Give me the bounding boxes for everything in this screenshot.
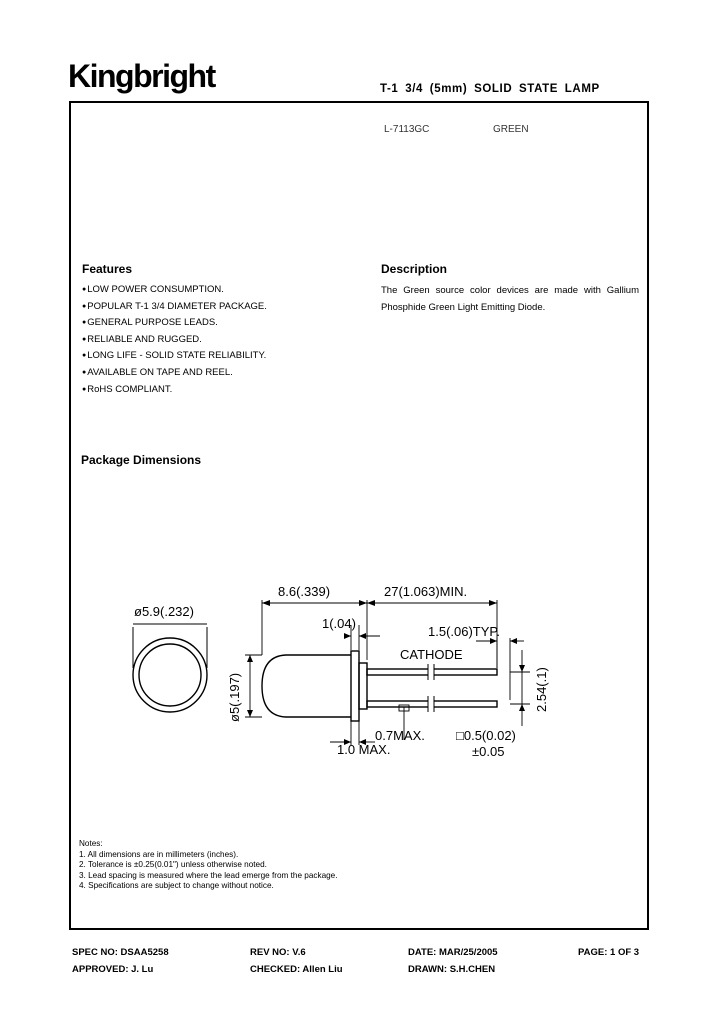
features-heading: Features [82, 262, 133, 276]
feature-item: ● GENERAL PURPOSE LEADS. [82, 315, 267, 332]
dim-lead-length: 27(1.063)MIN. [384, 584, 468, 599]
approved-by: APPROVED: J. Lu [72, 964, 154, 975]
checked-by: CHECKED: Allen Liu [250, 964, 343, 975]
package-dimensions-heading: Package Dimensions [81, 453, 202, 467]
cathode-label: CATHODE [400, 647, 463, 662]
lamp-top-view-inner-ring [139, 644, 201, 706]
notes-heading: Notes: [79, 839, 103, 848]
emitting-color: GREEN [493, 124, 529, 135]
feature-item: ● LONG LIFE - SOLID STATE RELIABILITY. [82, 348, 267, 365]
dim-lead-max: 0.7MAX. [375, 728, 425, 743]
description-text: The Green source color devices are made with Gallium Phosphide Green Light Emitting Diode. [381, 285, 639, 313]
dim-diameter-side: ø5(.197) [227, 672, 242, 722]
description-heading: Description [381, 262, 448, 276]
dim-flange-max: 1.0 MAX. [337, 742, 391, 757]
brand-logo: Kingbright [68, 58, 215, 94]
lamp-top-view-outer-ring [133, 638, 207, 712]
page-number: PAGE: 1 OF 3 [578, 947, 640, 958]
dim-lead-pitch: 2.54(.1) [534, 667, 549, 712]
revision-number: REV NO: V.6 [250, 947, 306, 958]
spec-number: SPEC NO: DSAA5258 [72, 947, 169, 958]
feature-item: ● POPULAR T-1 3/4 DIAMETER PACKAGE. [82, 299, 267, 316]
part-number: L-7113GC [384, 124, 430, 135]
document-date: DATE: MAR/25/2005 [408, 947, 498, 958]
dim-lead-square: □0.5(0.02) [456, 728, 516, 743]
feature-item: ● LOW POWER CONSUMPTION. [82, 282, 267, 299]
drawn-by: DRAWN: S.H.CHEN [408, 964, 496, 975]
dim-flange: 1(.04) [322, 616, 356, 631]
dim-lead-gap: 1.5(.06)TYP. [428, 624, 501, 639]
feature-item: ● AVAILABLE ON TAPE AND REEL. [82, 365, 267, 382]
dim-diameter-top: ø5.9(.232) [134, 604, 194, 619]
dim-body-length: 8.6(.339) [278, 584, 331, 599]
dim-lead-tolerance: ±0.05 [472, 744, 505, 759]
feature-item: ● RoHS COMPLIANT. [82, 382, 267, 399]
notes [79, 839, 338, 892]
note-item: 4. Specifications are subject to change without notice. [79, 881, 274, 891]
lamp-flange [351, 651, 359, 721]
lamp-side-view-lens [262, 655, 300, 717]
note-item: 2. Tolerance is ±0.25(0.01") unless otherwise noted. [79, 860, 267, 870]
note-item: 3. Lead spacing is measured where the lead emerge from the package. [79, 870, 338, 880]
feature-item: ● RELIABLE AND RUGGED. [82, 332, 267, 349]
note-item: 1. All dimensions are in millimeters (inches). [79, 849, 239, 859]
document-title: T-1 3/4 (5mm) SOLID STATE LAMP [380, 83, 600, 95]
